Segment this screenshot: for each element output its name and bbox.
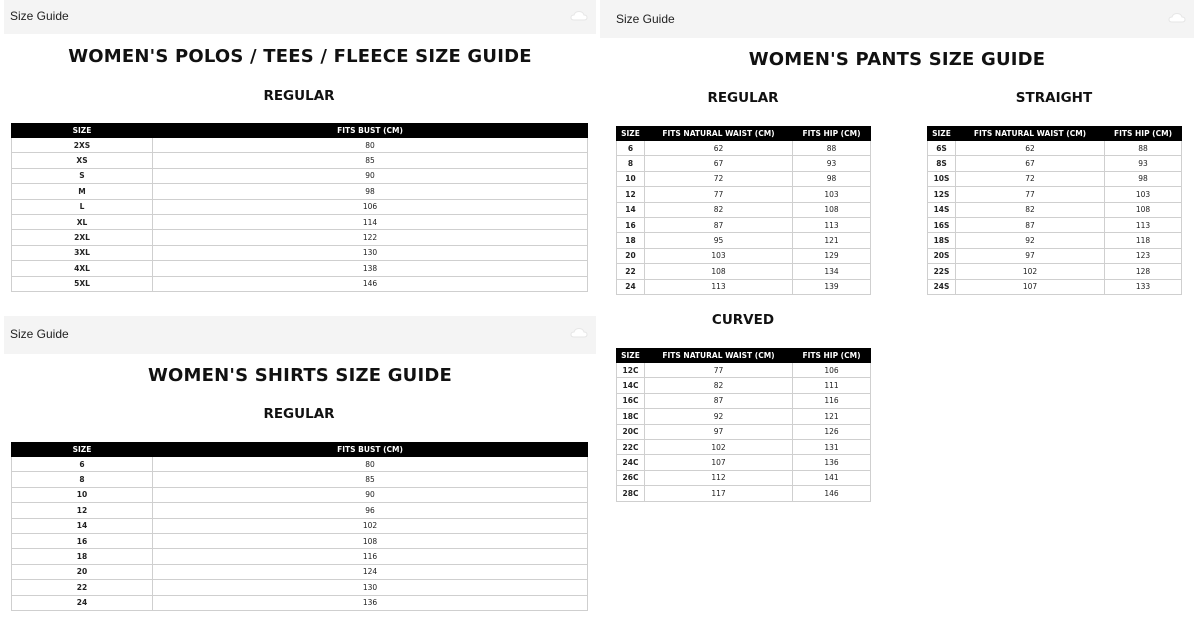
table-row <box>617 363 871 378</box>
size-cell: 20 <box>617 248 645 263</box>
size-cell: 6 <box>12 457 153 472</box>
measurement-cell: 77 <box>645 363 793 378</box>
size-cell: 6 <box>617 141 645 156</box>
table-row <box>12 533 588 548</box>
column-header: SIZE <box>928 127 956 141</box>
measurement-cell: 87 <box>645 217 793 232</box>
measurement-cell: 128 <box>1105 264 1182 279</box>
size-cell: 24C <box>617 455 645 470</box>
measurement-cell: 98 <box>153 184 588 199</box>
pants-curved-table <box>616 348 871 502</box>
column-header: SIZE <box>617 349 645 363</box>
column-header: FITS NATURAL WAIST (CM) <box>645 127 793 141</box>
table-row <box>928 279 1182 294</box>
polos-size-guide-panel <box>4 0 596 298</box>
size-cell: 22 <box>617 264 645 279</box>
measurement-cell: 130 <box>153 580 588 595</box>
measurement-cell: 85 <box>153 472 588 487</box>
size-cell: 20C <box>617 424 645 439</box>
column-header: FITS HIP (CM) <box>793 127 871 141</box>
size-cell: 14S <box>928 202 956 217</box>
measurement-cell: 146 <box>153 276 588 291</box>
measurement-cell: 130 <box>153 245 588 260</box>
measurement-cell: 108 <box>1105 202 1182 217</box>
size-cell: 16 <box>12 533 153 548</box>
measurement-cell: 85 <box>153 153 588 168</box>
measurement-cell: 113 <box>793 217 871 232</box>
column-header: FITS BUST (CM) <box>153 124 588 138</box>
measurement-cell: 108 <box>793 202 871 217</box>
table-row <box>617 279 871 294</box>
measurement-cell: 62 <box>956 141 1105 156</box>
shirts-regular-table <box>11 442 588 611</box>
measurement-cell: 90 <box>153 487 588 502</box>
panel-header-label: Size Guide <box>616 12 675 26</box>
table-row <box>928 233 1182 248</box>
size-cell: 12C <box>617 363 645 378</box>
measurement-cell: 103 <box>1105 187 1182 202</box>
column-header: FITS HIP (CM) <box>1105 127 1182 141</box>
table-row <box>617 455 871 470</box>
measurement-cell: 113 <box>645 279 793 294</box>
table-row <box>928 217 1182 232</box>
measurement-cell: 80 <box>153 457 588 472</box>
straight-label: STRAIGHT <box>1015 90 1093 106</box>
measurement-cell: 97 <box>645 424 793 439</box>
table-row <box>617 156 871 171</box>
size-cell: 14 <box>617 202 645 217</box>
size-cell: 14C <box>617 378 645 393</box>
guide-title: WOMEN'S SHIRTS SIZE GUIDE <box>147 365 453 386</box>
panel-header <box>4 0 596 34</box>
size-cell: S <box>12 168 153 183</box>
column-header: SIZE <box>12 443 153 457</box>
measurement-cell: 134 <box>793 264 871 279</box>
table-row <box>928 187 1182 202</box>
table-row <box>617 470 871 485</box>
panel-header-label: Size Guide <box>10 9 69 23</box>
polos-regular-table <box>11 123 588 292</box>
panel-header <box>600 0 1194 38</box>
table-row <box>617 424 871 439</box>
size-cell: 20S <box>928 248 956 263</box>
measurement-cell: 80 <box>153 138 588 153</box>
table-row <box>617 409 871 424</box>
table-row <box>617 439 871 454</box>
measurement-cell: 82 <box>956 202 1105 217</box>
measurement-cell: 92 <box>956 233 1105 248</box>
table-row <box>928 248 1182 263</box>
size-cell: 24 <box>12 595 153 610</box>
size-cell: 24S <box>928 279 956 294</box>
measurement-cell: 96 <box>153 503 588 518</box>
pants-regular-table <box>616 126 871 295</box>
measurement-cell: 67 <box>645 156 793 171</box>
size-cell: 28C <box>617 486 645 501</box>
table-row <box>617 171 871 186</box>
measurement-cell: 131 <box>793 439 871 454</box>
column-header: FITS NATURAL WAIST (CM) <box>956 127 1105 141</box>
measurement-cell: 97 <box>956 248 1105 263</box>
table-row <box>12 503 588 518</box>
guide-title: WOMEN'S POLOS / TEES / FLEECE SIZE GUIDE <box>68 46 532 67</box>
measurement-cell: 103 <box>645 248 793 263</box>
table-row <box>617 141 871 156</box>
size-cell: 6S <box>928 141 956 156</box>
table-row <box>12 214 588 229</box>
table-row <box>12 595 588 610</box>
table-row <box>617 202 871 217</box>
measurement-cell: 124 <box>153 564 588 579</box>
size-cell: 18C <box>617 409 645 424</box>
panel-header-label: Size Guide <box>10 327 69 341</box>
column-header: FITS NATURAL WAIST (CM) <box>645 349 793 363</box>
measurement-cell: 138 <box>153 261 588 276</box>
table-row <box>617 264 871 279</box>
size-cell: 4XL <box>12 261 153 276</box>
shirts-size-guide-panel <box>4 316 596 616</box>
size-cell: 2XL <box>12 230 153 245</box>
column-header: FITS BUST (CM) <box>153 443 588 457</box>
guide-title: WOMEN'S PANTS SIZE GUIDE <box>748 49 1046 70</box>
measurement-cell: 113 <box>1105 217 1182 232</box>
table-row <box>928 264 1182 279</box>
table-row <box>12 230 588 245</box>
table-row <box>617 393 871 408</box>
table-header-row <box>12 443 588 457</box>
table-row <box>12 199 588 214</box>
size-cell: 10 <box>617 171 645 186</box>
size-cell: 22S <box>928 264 956 279</box>
measurement-cell: 116 <box>153 549 588 564</box>
measurement-cell: 133 <box>1105 279 1182 294</box>
measurement-cell: 112 <box>645 470 793 485</box>
table-row <box>928 156 1182 171</box>
size-cell: 20 <box>12 564 153 579</box>
measurement-cell: 98 <box>793 171 871 186</box>
measurement-cell: 82 <box>645 378 793 393</box>
measurement-cell: 87 <box>956 217 1105 232</box>
table-row <box>928 141 1182 156</box>
table-row <box>12 472 588 487</box>
close-icon[interactable] <box>570 327 588 339</box>
curved-label: CURVED <box>711 312 775 328</box>
table-row <box>617 233 871 248</box>
measurement-cell: 103 <box>793 187 871 202</box>
measurement-cell: 82 <box>645 202 793 217</box>
measurement-cell: 102 <box>645 439 793 454</box>
size-cell: 18S <box>928 233 956 248</box>
regular-label: REGULAR <box>263 406 335 422</box>
table-row <box>12 153 588 168</box>
table-row <box>12 457 588 472</box>
size-cell: 16S <box>928 217 956 232</box>
table-row <box>12 184 588 199</box>
measurement-cell: 107 <box>956 279 1105 294</box>
measurement-cell: 92 <box>645 409 793 424</box>
pants-size-guide-panel <box>600 0 1194 520</box>
measurement-cell: 95 <box>645 233 793 248</box>
measurement-cell: 62 <box>645 141 793 156</box>
measurement-cell: 106 <box>153 199 588 214</box>
measurement-cell: 122 <box>153 230 588 245</box>
measurement-cell: 77 <box>956 187 1105 202</box>
table-row <box>617 378 871 393</box>
measurement-cell: 136 <box>153 595 588 610</box>
measurement-cell: 93 <box>793 156 871 171</box>
column-header: FITS HIP (CM) <box>793 349 871 363</box>
size-cell: XL <box>12 214 153 229</box>
measurement-cell: 98 <box>1105 171 1182 186</box>
measurement-cell: 141 <box>793 470 871 485</box>
size-cell: 26C <box>617 470 645 485</box>
measurement-cell: 108 <box>153 533 588 548</box>
measurement-cell: 102 <box>956 264 1105 279</box>
size-cell: 8 <box>617 156 645 171</box>
measurement-cell: 107 <box>645 455 793 470</box>
measurement-cell: 90 <box>153 168 588 183</box>
table-row <box>928 171 1182 186</box>
table-header-row <box>617 349 871 363</box>
table-row <box>12 549 588 564</box>
size-cell: 8 <box>12 472 153 487</box>
measurement-cell: 123 <box>1105 248 1182 263</box>
measurement-cell: 126 <box>793 424 871 439</box>
table-row <box>12 261 588 276</box>
measurement-cell: 111 <box>793 378 871 393</box>
measurement-cell: 121 <box>793 233 871 248</box>
size-cell: 24 <box>617 279 645 294</box>
table-header-row <box>12 124 588 138</box>
measurement-cell: 106 <box>793 363 871 378</box>
panel-header <box>4 316 596 354</box>
size-cell: 10S <box>928 171 956 186</box>
table-row <box>617 486 871 501</box>
table-row <box>12 168 588 183</box>
size-cell: XS <box>12 153 153 168</box>
measurement-cell: 116 <box>793 393 871 408</box>
size-cell: 12 <box>617 187 645 202</box>
regular-label: REGULAR <box>263 88 335 104</box>
measurement-cell: 139 <box>793 279 871 294</box>
pants-straight-table <box>927 126 1182 295</box>
table-row <box>12 580 588 595</box>
table-row <box>617 248 871 263</box>
size-cell: 18 <box>617 233 645 248</box>
size-cell: 5XL <box>12 276 153 291</box>
measurement-cell: 136 <box>793 455 871 470</box>
measurement-cell: 102 <box>153 518 588 533</box>
size-cell: 8S <box>928 156 956 171</box>
measurement-cell: 72 <box>645 171 793 186</box>
size-cell: 18 <box>12 549 153 564</box>
measurement-cell: 88 <box>793 141 871 156</box>
measurement-cell: 108 <box>645 264 793 279</box>
measurement-cell: 117 <box>645 486 793 501</box>
column-header: SIZE <box>12 124 153 138</box>
size-cell: 14 <box>12 518 153 533</box>
table-row <box>12 245 588 260</box>
measurement-cell: 121 <box>793 409 871 424</box>
table-row <box>12 518 588 533</box>
table-header-row <box>928 127 1182 141</box>
size-cell: 2XS <box>12 138 153 153</box>
measurement-cell: 114 <box>153 214 588 229</box>
size-cell: M <box>12 184 153 199</box>
close-icon[interactable] <box>1168 12 1186 24</box>
regular-label: REGULAR <box>707 90 779 106</box>
measurement-cell: 77 <box>645 187 793 202</box>
size-cell: 10 <box>12 487 153 502</box>
size-cell: 3XL <box>12 245 153 260</box>
table-row <box>12 487 588 502</box>
size-cell: 22C <box>617 439 645 454</box>
size-cell: 12 <box>12 503 153 518</box>
measurement-cell: 129 <box>793 248 871 263</box>
size-cell: 12S <box>928 187 956 202</box>
table-row <box>12 564 588 579</box>
size-cell: 16C <box>617 393 645 408</box>
table-row <box>12 138 588 153</box>
column-header: SIZE <box>617 127 645 141</box>
measurement-cell: 88 <box>1105 141 1182 156</box>
close-icon[interactable] <box>570 10 588 22</box>
table-row <box>928 202 1182 217</box>
measurement-cell: 67 <box>956 156 1105 171</box>
table-header-row <box>617 127 871 141</box>
table-row <box>12 276 588 291</box>
size-cell: 16 <box>617 217 645 232</box>
table-row <box>617 217 871 232</box>
measurement-cell: 87 <box>645 393 793 408</box>
measurement-cell: 93 <box>1105 156 1182 171</box>
measurement-cell: 146 <box>793 486 871 501</box>
table-row <box>617 187 871 202</box>
measurement-cell: 72 <box>956 171 1105 186</box>
size-cell: L <box>12 199 153 214</box>
size-cell: 22 <box>12 580 153 595</box>
measurement-cell: 118 <box>1105 233 1182 248</box>
